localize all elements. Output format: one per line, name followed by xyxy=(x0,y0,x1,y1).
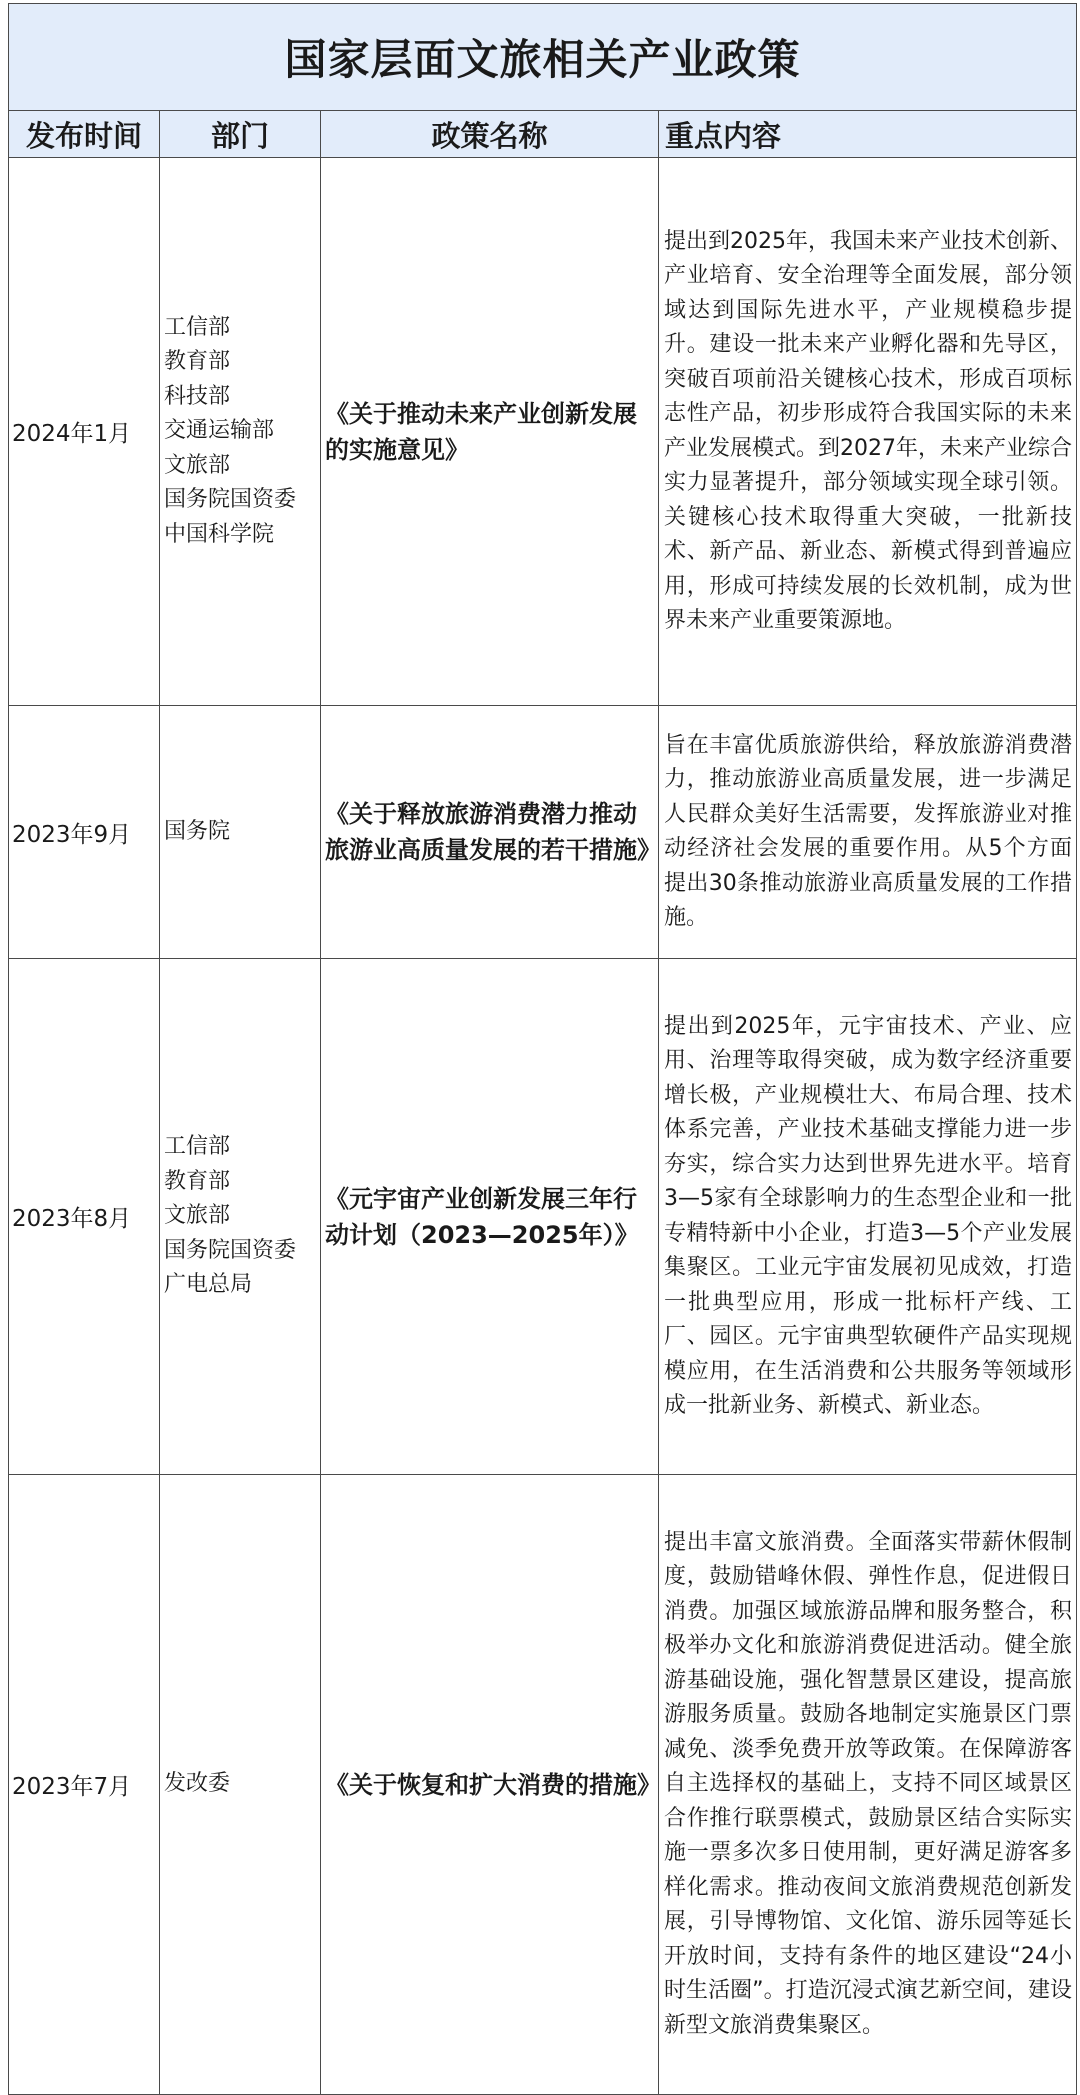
date-cell: 2023年9月 xyxy=(9,706,160,959)
department-name: 教育部 xyxy=(164,349,231,375)
department-name: 国务院国资委 xyxy=(164,487,297,513)
header-policy-name: 政策名称 xyxy=(321,111,659,158)
department-name: 广电总局 xyxy=(164,1272,253,1298)
department-name: 工信部 xyxy=(164,314,231,340)
header-date: 发布时间 xyxy=(9,111,160,158)
department-name: 交通运输部 xyxy=(164,418,275,444)
date-cell: 2023年7月 xyxy=(9,1475,160,2095)
department-cell xyxy=(160,1475,321,2095)
policy-name-cell: 《关于释放旅游消费潜力推动旅游业高质量发展的若干措施》 xyxy=(321,706,659,959)
policy-name-cell: 《元宇宙产业创新发展三年行动计划（2023—2025年）》 xyxy=(321,959,659,1475)
date-cell: 2024年1月 xyxy=(9,158,160,706)
department-name: 教育部 xyxy=(164,1168,231,1194)
key-content-cell: 旨在丰富优质旅游供给，释放旅游消费潜力，推动旅游业高质量发展，进一步满足人民群众美好生活需要，发挥旅游业对推动经济社会发展的重要作用。从5个方面提出30条推动旅游业高质量发展的工作措施。 xyxy=(659,706,1077,959)
department-name: 中国科学院 xyxy=(164,521,275,547)
department-cell xyxy=(160,158,321,706)
policy-name-cell: 《关于恢复和扩大消费的措施》 xyxy=(321,1475,659,2095)
key-content-cell: 提出丰富文旅消费。全面落实带薪休假制度，鼓励错峰休假、弹性作息，促进假日消费。加强区域旅游品牌和服务整合，积极举办文化和旅游消费促进活动。健全旅游基础设施，强化智慧景区建设，提高旅游服务质量。鼓励各地制定实施景区门票减免、淡季免费开放等政策。在保障游客自主选择权的基础上，支持不同区域景区合作推行联票模式，鼓励景区结合实际实施一票多次多日使用制，更好满足游客多样化需求。推动夜间文旅消费规范创新发展，引导博物馆、文化馆、游乐园等延长开放时间，支持有条件的地区建设“24小时生活圈”。打造沉浸式演艺新空间，建设新型文旅消费集聚区。 xyxy=(659,1475,1077,2095)
department-name: 国务院 xyxy=(164,818,231,844)
policy-table xyxy=(8,3,1077,2095)
policy-name-cell: 《关于推动未来产业创新发展的实施意见》 xyxy=(321,158,659,706)
department-name: 文旅部 xyxy=(164,452,231,478)
department-name: 工信部 xyxy=(164,1134,231,1160)
table-row xyxy=(9,959,1077,1475)
key-content-cell: 提出到2025年，我国未来产业技术创新、产业培育、安全治理等全面发展，部分领域达到国际先进水平，产业规模稳步提升。建设一批未来产业孵化器和先导区，突破百项前沿关键核心技术，形成百项标志性产品，初步形成符合我国实际的未来产业发展模式。到2027年，未来产业综合实力显著提升，部分领域实现全球引领。关键核心技术取得重大突破，一批新技术、新产品、新业态、新模式得到普遍应用，形成可持续发展的长效机制，成为世界未来产业重要策源地。 xyxy=(659,158,1077,706)
table-header-row xyxy=(9,111,1077,158)
department-cell xyxy=(160,959,321,1475)
department-name: 文旅部 xyxy=(164,1203,231,1229)
department-name: 国务院国资委 xyxy=(164,1237,297,1263)
department-name: 科技部 xyxy=(164,383,231,409)
key-content-cell: 提出到2025年，元宇宙技术、产业、应用、治理等取得突破，成为数字经济重要增长极，产业规模壮大、布局合理、技术体系完善，产业技术基础支撑能力进一步夯实，综合实力达到世界先进水平。培育3—5家有全球影响力的生态型企业和一批专精特新中小企业，打造3—5个产业发展集聚区。工业元宇宙发展初见成效，打造一批典型应用，形成一批标杆产线、工厂、园区。元宇宙典型软硬件产品实现规模应用，在生活消费和公共服务等领域形成一批新业务、新模式、新业态。 xyxy=(659,959,1077,1475)
page-title: 国家层面文旅相关产业政策 xyxy=(9,4,1077,111)
table-row xyxy=(9,706,1077,959)
date-cell: 2023年8月 xyxy=(9,959,160,1475)
header-key-content: 重点内容 xyxy=(659,111,1077,158)
department-cell xyxy=(160,706,321,959)
department-name: 发改委 xyxy=(164,1771,231,1797)
header-department: 部门 xyxy=(160,111,321,158)
table-row xyxy=(9,158,1077,706)
table-row xyxy=(9,1475,1077,2095)
